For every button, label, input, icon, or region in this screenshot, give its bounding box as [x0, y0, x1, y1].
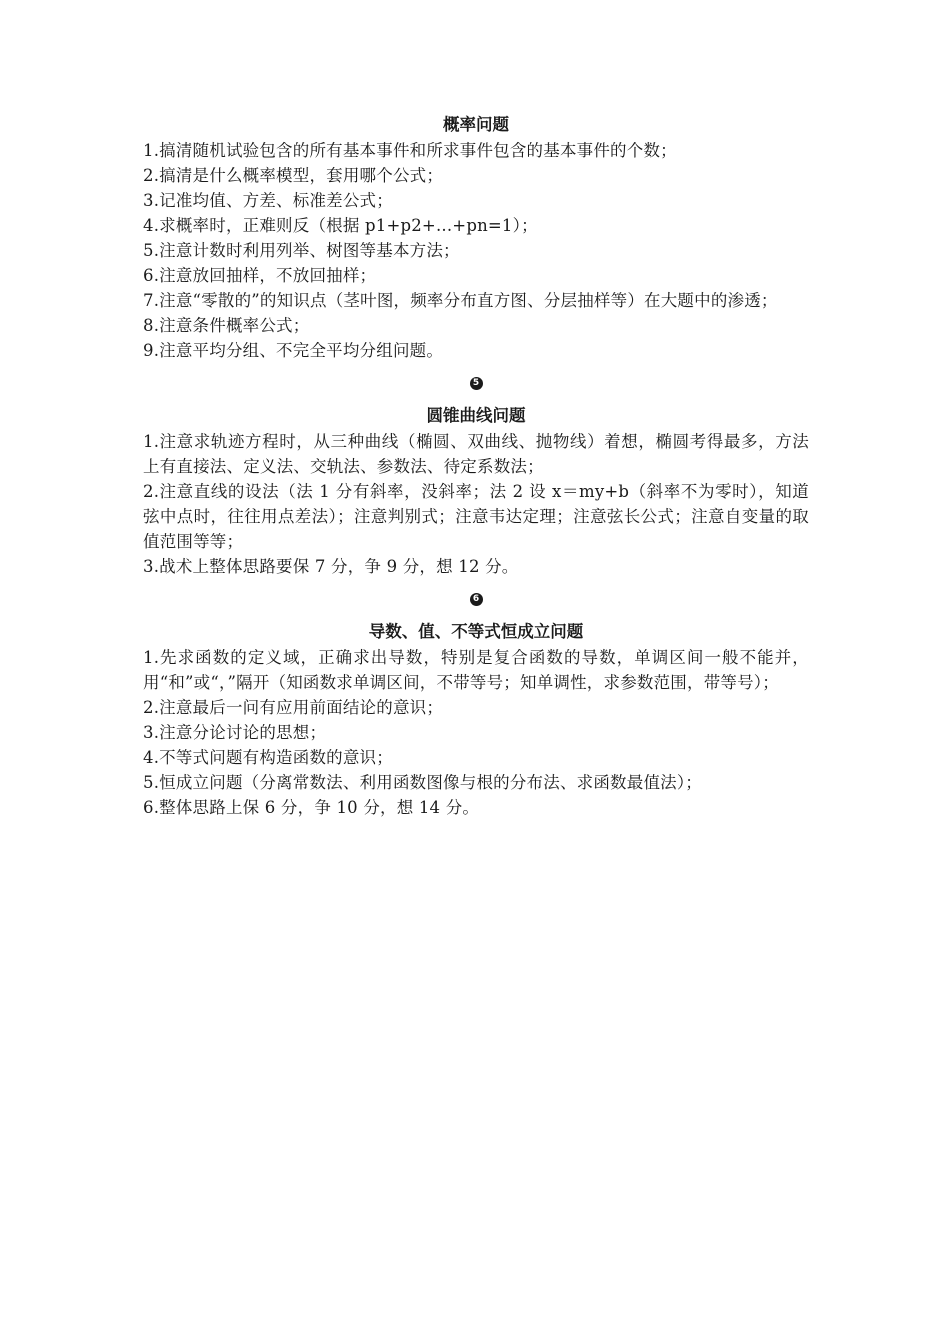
list-item: 4.求概率时，正难则反（根据 p1+p2+...+pn=1）；	[143, 216, 538, 235]
section-probability	[143, 112, 809, 363]
list-item: 3.记准均值、方差、标准差公式；	[143, 191, 393, 210]
document-page	[143, 112, 809, 820]
list-item: 6.整体思路上保 6 分，争 10 分，想 14 分。	[143, 798, 480, 817]
list-item: 2.注意最后一问有应用前面结论的意识；	[143, 698, 444, 717]
section-title: 概率问题	[443, 115, 509, 134]
list-item: 3.战术上整体思路要保 7 分，争 9 分，想 12 分。	[143, 557, 519, 576]
section-title: 导数、值、不等式恒成立问题	[368, 622, 584, 641]
list-item: 5.恒成立问题（分离常数法、利用函数图像与根的分布法、求函数最值法）；	[143, 773, 702, 792]
list-item: 7.注意“零散的”的知识点（茎叶图，频率分布直方图、分层抽样等）在大题中的渗透；	[143, 291, 778, 310]
list-item: 5.注意计数时利用列举、树图等基本方法；	[143, 241, 460, 260]
section-derivatives	[143, 619, 809, 820]
list-item: 8.注意条件概率公式；	[143, 316, 310, 335]
list-item: 2.注意直线的设法（法 1 分有斜率，没斜率；法 2 设 x＝my+b（斜率不为零时），知道弦中点时，往往用点差法）；注意判别式；注意韦达定理；注意弦长公式；注意自变量的取值范围等等；	[143, 482, 809, 551]
list-item: 3.注意分论讨论的思想；	[143, 723, 327, 742]
list-item: 1.先求函数的定义域，正确求出导数，特别是复合函数的导数，单调区间一般不能并，用“和”或“，”隔开（知函数求单调区间，不带等号；知单调性，求参数范围，带等号）；	[143, 648, 809, 692]
circled-number-icon: 6	[470, 593, 483, 606]
section-divider	[143, 373, 809, 393]
circled-number-icon: 5	[470, 377, 483, 390]
list-item: 1.注意求轨迹方程时，从三种曲线（椭圆、双曲线、抛物线）着想，椭圆考得最多，方法上有直接法、定义法、交轨法、参数法、待定系数法；	[143, 432, 809, 476]
section-title: 圆锥曲线问题	[426, 406, 526, 425]
list-item: 1.搞清随机试验包含的所有基本事件和所求事件包含的基本事件的个数；	[143, 141, 677, 160]
section-divider	[143, 589, 809, 609]
list-item: 6.注意放回抽样，不放回抽样；	[143, 266, 377, 285]
list-item: 2.搞清是什么概率模型，套用哪个公式；	[143, 166, 444, 185]
list-item: 9.注意平均分组、不完全平均分组问题。	[143, 341, 444, 360]
list-item: 4.不等式问题有构造函数的意识；	[143, 748, 393, 767]
section-conic-curves	[143, 403, 809, 579]
